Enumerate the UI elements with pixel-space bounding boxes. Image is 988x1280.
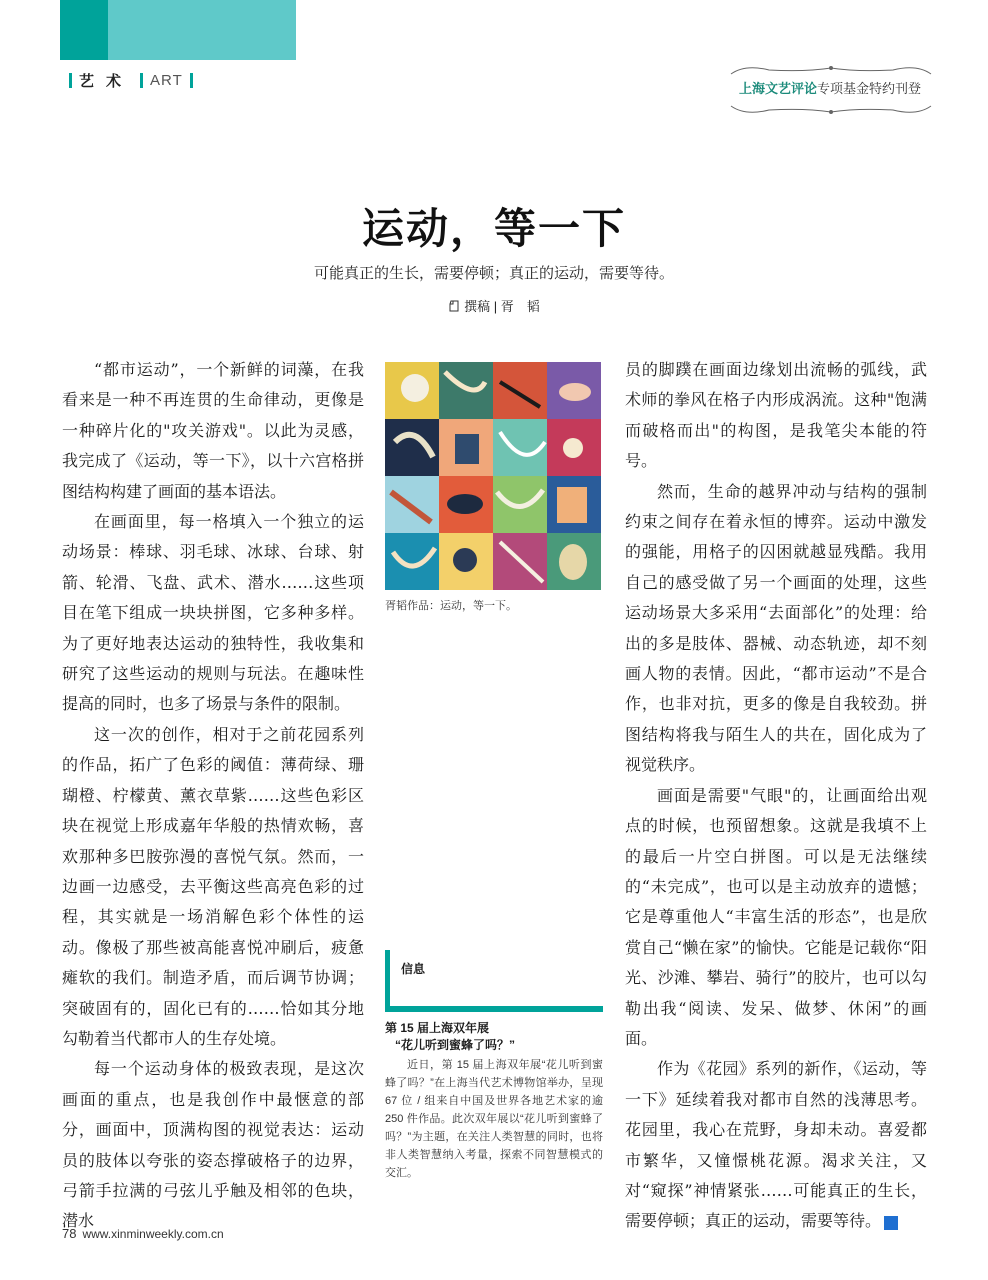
body-paragraph-continued: 员的脚蹼在画面边缘划出流畅的弧线，武术师的拳风在格子内形成涡流。这种"饱满而破格而出"的构图，是我笔尖本能的符号。 — [625, 360, 927, 471]
byline-author: 胥 韬 — [500, 299, 540, 314]
body-paragraph: 这一次的创作，相对于之前花园系列的作品，拓广了色彩的阈值：薄荷绿、珊瑚橙、柠檬黄、薰衣草紫……这些色彩区块在视觉上形成嘉年华般的热情欢畅，喜欢那种多巴胺弥漫的喜悦气氛。然而，一边画一边感受，去平衡这些高亮色彩的过程，其实就是一场消解色彩个体性的运动。像极了那些被高能喜悦冲刷后，疲惫瘫软的我们。制造矛盾，而后调节协调；突破固有的，固化已有的……恰如其分地勾勒着当代都市人的生存处境。 — [62, 724, 364, 1048]
body-left-column — [62, 355, 364, 1237]
body-paragraph: 在画面里，每一格填入一个独立的运动场景：棒球、羽毛球、冰球、台球、射箭、轮滑、飞盘、武术、潜水……这些项目在笔下组成一块块拼图，它多种多样。为了更好地表达运动的独特性，我收集和研究了这些运动的规则与玩法。在趣味性提高的同时，也多了场景与条件的限制。 — [62, 512, 364, 714]
body-paragraph: 画面是需要"气眼"的，让画面给出观点的时候，也预留想象。这就是我填不上的最后一片空白拼图。可以是无法继续的“未完成”，也可以是主动放弃的遗憾；它是尊重他人“丰富生活的形态”，也是欣赏自己“懒在家”的愉快。它能是记载你“阳光、沙滩、攀岩、骑行”的胶片，也可以勾勒出我“阅读、发呆、做梦、休闲”的画面。 — [625, 785, 927, 1048]
body-paragraph-final-text: 作为《花园》系列的新作，《运动，等一下》延续着我对都市自然的浅薄思考。花园里，我心在荒野，身却未动。喜爱都市繁华，又憧憬桃花源。渴求关注，又对“窥探”神情紧张……可能真正的生长，需要停顿；真正的运动，需要等待。 — [625, 1059, 927, 1231]
body-paragraph: “都市运动”，一个新鲜的词藻，在我看来是一种不再连贯的生命律动，更像是一种碎片化的"攻关游戏"。以此为灵感，我完成了《运动，等一下》，以十六宫格拼图结构构建了画面的基本语法。 — [62, 360, 364, 501]
byline-label: 撰稿 — [464, 299, 491, 314]
info-paragraph: 近日，第 15 届上海双年展“花儿听到蜜蜂了吗？”在上海当代艺术博物馆举办，呈现 67 位 / 组来自中国及世界各地艺术家的逾 250 件作品。此次双年展以“花儿听到蜜蜂了吗？”为主题，在关注人类智慧的同时，也将非人类智慧纳入考量，探索不同智慧模式的交汇。 — [385, 1059, 603, 1179]
body-right-column — [625, 355, 927, 1237]
artwork-image — [385, 362, 601, 590]
info-title-line2: “花儿听到蜜蜂了吗？” — [395, 1038, 516, 1052]
section-divider — [140, 73, 143, 88]
sponsor-banner — [725, 60, 937, 120]
article-title: 运动，等一下 — [361, 204, 626, 253]
section-divider — [69, 73, 72, 88]
info-title-line1: 第 15 届上海双年展 — [385, 1021, 490, 1035]
section-cn: 艺术 — [79, 73, 134, 90]
info-body — [385, 1056, 603, 1182]
section-label — [62, 70, 200, 91]
info-box-hline — [385, 1006, 603, 1012]
byline-separator: | — [490, 299, 501, 314]
body-paragraph: 然而，生命的越界冲动与结构的强制约束之间存在着永恒的博弈。运动中激发的强能，用格子的囚困就越显残酷。我用自己的感受做了另一个画面的处理，这些运动场景大多采用“去面部化”的处理：给出的多是肢体、器械、动态轨迹，却不刻画人物的表情。因此，“都市运动”不是合作，也非对抗，更多的像是自我较劲。拼图结构将我与陌生人的共在，固化成为了视觉秩序。 — [625, 481, 927, 775]
page-footer — [62, 1226, 224, 1241]
site-url: www.xinminweekly.com.cn — [82, 1227, 224, 1241]
section-en: ART — [150, 72, 183, 89]
article-subtitle: 可能真正的生长，需要停顿；真正的运动，需要等待。 — [313, 265, 674, 282]
end-mark-icon: 民 — [884, 1216, 898, 1230]
sponsor-text: 专项基金特约刊登 — [817, 82, 922, 97]
page-number: 78 — [62, 1226, 77, 1241]
body-paragraph-final — [625, 1054, 927, 1236]
info-box-frame — [385, 950, 603, 1012]
header-color-band-dark — [60, 0, 108, 60]
byline — [0, 296, 988, 315]
artwork-caption: 胥韬作品：运动，等一下。 — [385, 600, 517, 612]
sponsor-brand: 上海文艺评论 — [739, 82, 818, 97]
body-paragraph: 每一个运动身体的极致表现，是这次画面的重点，也是我创作中最惬意的部分，画面中，顶满构图的视觉表达：运动员的肢体以夸张的姿态撑破格子的边界，弓箭手拉满的弓弦儿乎触及相邻的色块，潜水 — [62, 1059, 364, 1231]
info-label: 信息 — [401, 962, 426, 976]
info-box-vline — [385, 950, 390, 1012]
header-color-band-light — [108, 0, 296, 60]
section-divider — [190, 73, 193, 88]
info-title — [385, 1020, 603, 1054]
pen-icon — [448, 300, 460, 312]
